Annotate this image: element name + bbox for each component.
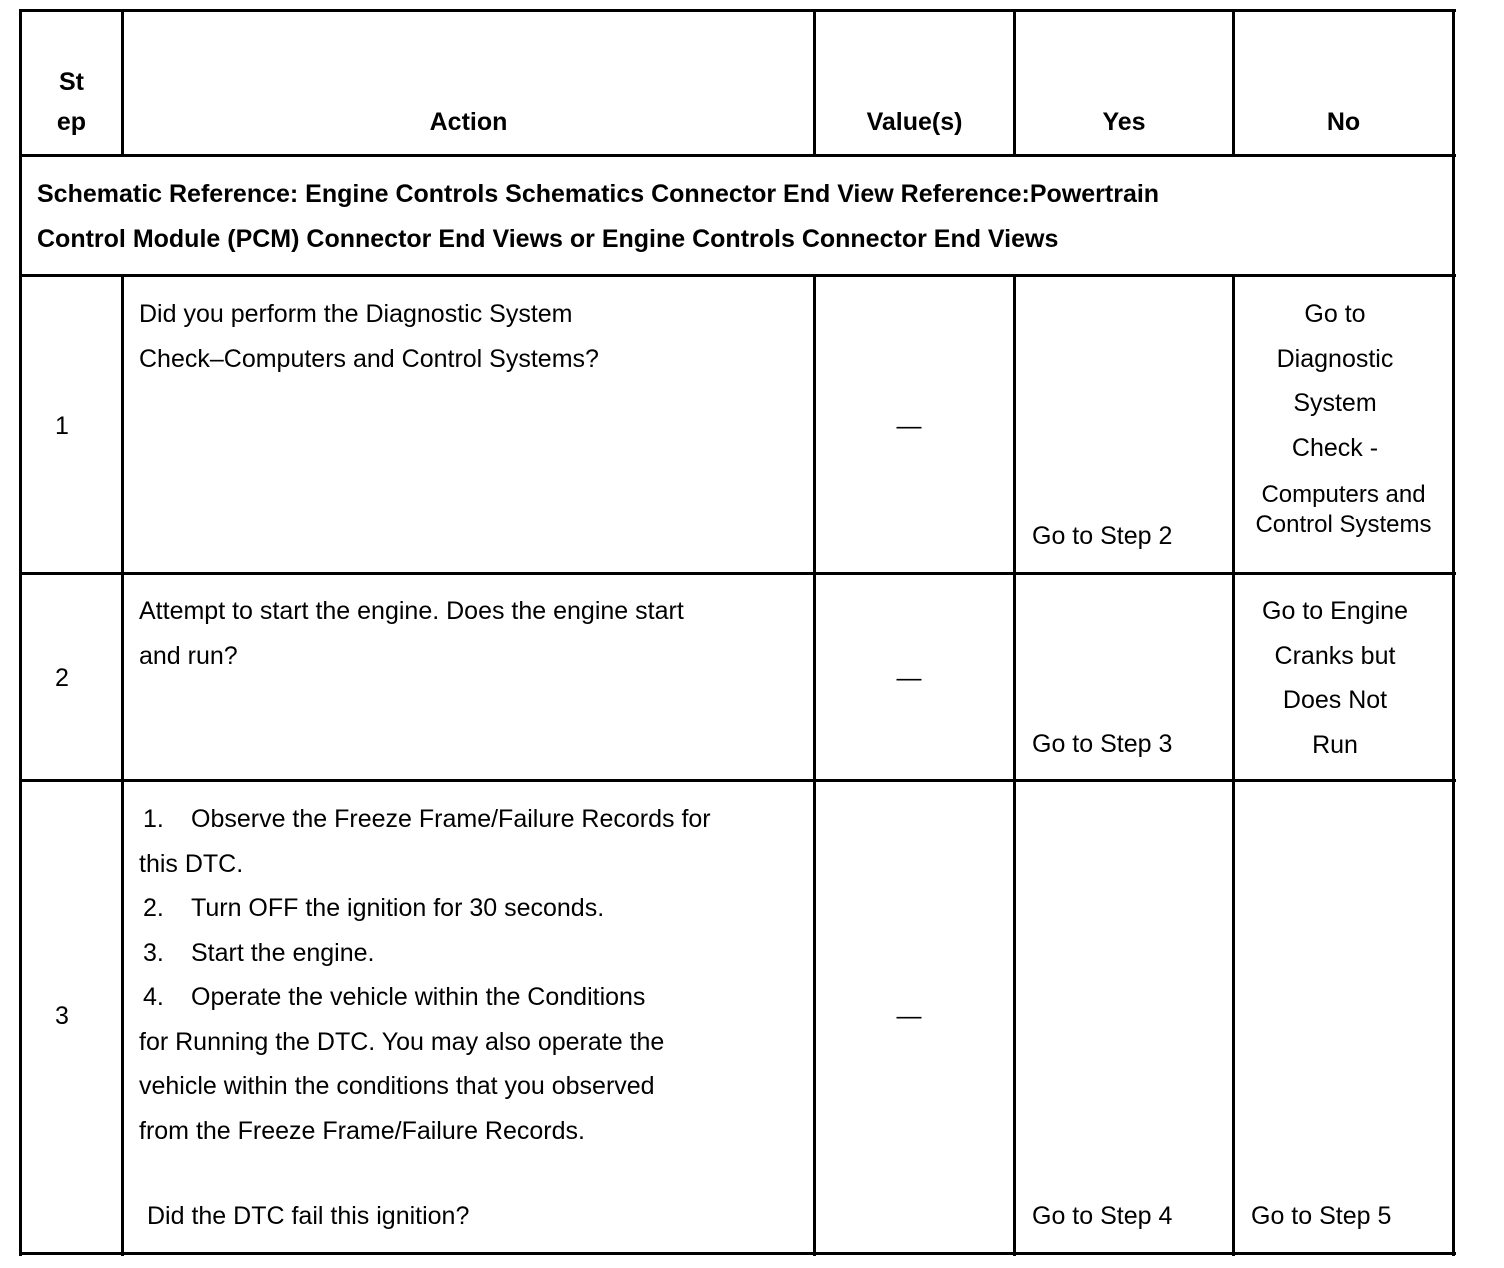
no-result-line: Cranks but (1274, 641, 1396, 670)
action-text (139, 292, 809, 381)
no-result: Go to Step 5 (1251, 1202, 1392, 1230)
action-line: this DTC. (139, 849, 244, 878)
row-divider (19, 779, 1456, 782)
no-result-line: Diagnostic (1276, 344, 1394, 373)
yes-result: Go to Step 3 (1032, 730, 1173, 758)
column-divider-step (121, 276, 124, 1256)
action-text (139, 797, 809, 1153)
table-border-bottom (19, 1252, 1456, 1255)
no-result-line: Check - (1291, 433, 1379, 462)
header-action: Action (429, 108, 508, 136)
no-result-line: Go to (1304, 300, 1366, 328)
action-text (139, 589, 809, 678)
value-dash: — (896, 1002, 922, 1030)
header-values: Value(s) (866, 108, 963, 136)
list-text: Observe the Freeze Frame/Failure Records for (191, 805, 711, 833)
no-result-line: Run (1312, 730, 1358, 759)
list-number: 4. (143, 983, 164, 1011)
step-number: 1 (55, 412, 69, 440)
action-line: Attempt to start the engine. Does the engine start (139, 597, 684, 625)
action-list-item (139, 797, 809, 842)
no-result-line: Does Not (1282, 686, 1388, 714)
header-step (22, 62, 121, 142)
schematic-reference (37, 172, 1447, 262)
value-dash: — (896, 412, 922, 440)
no-result-continued (1235, 480, 1452, 540)
no-result (1235, 589, 1435, 767)
header-yes: Yes (1102, 108, 1146, 136)
action-question: Did the DTC fail this ignition? (147, 1202, 470, 1230)
header-no: No (1326, 108, 1361, 136)
action-line: vehicle within the conditions that you observed (139, 1072, 655, 1100)
step-number: 3 (55, 1002, 69, 1030)
no-result-line: Computers and (1261, 481, 1426, 508)
schematic-reference-line1: Schematic Reference: Engine Controls Schematics Connector End View Reference:Powertrain (37, 180, 1160, 208)
action-list-item (139, 886, 809, 931)
no-result-line: System (1293, 389, 1377, 417)
no-result-line: Control Systems (1255, 511, 1432, 538)
value-dash: — (896, 664, 922, 692)
action-line: Did you perform the Diagnostic System (139, 300, 573, 328)
list-text: Turn OFF the ignition for 30 seconds. (191, 894, 605, 922)
action-line: from the Freeze Frame/Failure Records. (139, 1116, 585, 1145)
row-divider (19, 274, 1456, 277)
table-border-top (19, 9, 1456, 12)
list-text: Start the engine. (191, 938, 375, 967)
row-divider (19, 572, 1456, 575)
list-number: 2. (143, 894, 164, 922)
list-number: 1. (143, 805, 164, 833)
table-border-right (1452, 9, 1455, 1256)
action-list-item (139, 931, 809, 976)
yes-result: Go to Step 2 (1032, 522, 1173, 550)
header-step-line2: ep (56, 108, 87, 136)
list-text: Operate the vehicle within the Conditions (191, 983, 646, 1011)
row-divider (19, 154, 1456, 157)
no-result-line: Go to Engine (1262, 597, 1408, 625)
action-line: Check–Computers and Control Systems? (139, 344, 599, 373)
yes-result: Go to Step 4 (1032, 1202, 1173, 1230)
step-number: 2 (55, 664, 69, 692)
action-line: and run? (139, 641, 238, 670)
no-result (1235, 292, 1435, 470)
column-divider-values (1013, 276, 1016, 1256)
schematic-reference-line2: Control Module (PCM) Connector End Views or Engine Controls Connector End Views (37, 225, 1059, 253)
action-line: for Running the DTC. You may also operate the (139, 1027, 665, 1056)
action-list-item (139, 975, 809, 1020)
table-border-left (19, 9, 22, 1256)
header-step-line1: St (59, 68, 84, 96)
list-number: 3. (143, 938, 164, 967)
